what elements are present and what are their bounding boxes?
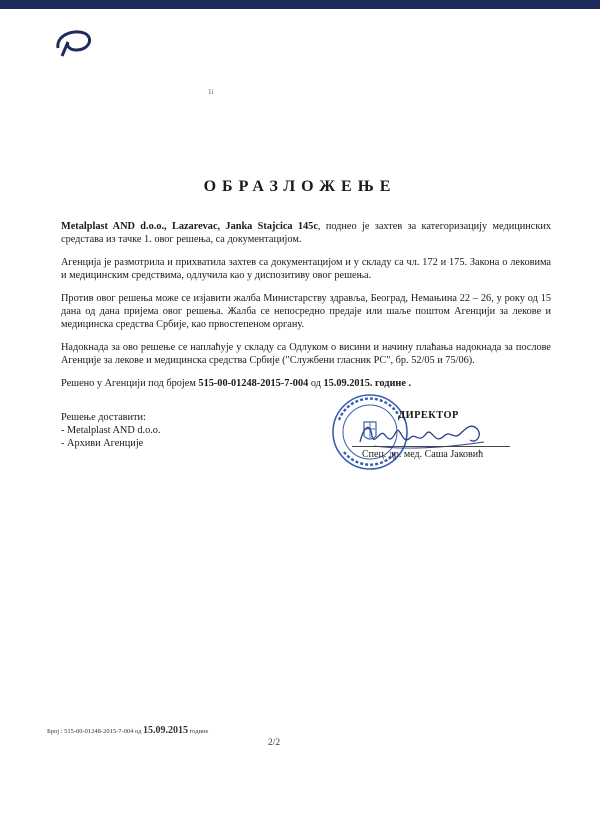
footer-reference	[47, 725, 208, 736]
resolved-prefix: Решено у Агенцији под бројем	[61, 378, 199, 389]
page-mark: 1i	[208, 88, 214, 96]
delivery-item: - Архиви Агенције	[61, 438, 144, 449]
director-title: ДИРЕКТОР	[398, 410, 459, 421]
page-number: 2/2	[268, 738, 281, 748]
resolution-date: 15.09.2015. године .	[323, 378, 412, 389]
delivery-list	[61, 411, 161, 450]
director-name: Спец. др. мед. Саша Јаковић	[362, 449, 484, 460]
footer-date: 15.09.2015	[143, 725, 189, 736]
paragraph-fee: Надокнада за ово решење се наплаћује у складу са Одлуком о висини и начину плаћања надокнада за послове Агенције за лекове и медицинска средства Србије ("Службени гласник РС", бр. 52/05 и 75/06).	[61, 342, 551, 366]
delivery-heading: Решење доставити:	[61, 412, 146, 423]
paragraph-appeal: Против овог решења може се изјавити жалба Министарству здравља, Београд, Немањина 22 – 26, у року од 15 дана од дана пријема овог решења. Жалба се непосредно предаје или шаље поштом Агенцији за лекове и медицинска средства Србије, као првостепеном органу.	[61, 293, 551, 330]
paragraph-resolved	[61, 377, 551, 390]
resolution-number: 515-00-01248-2015-7-004	[198, 378, 309, 389]
agency-logo-icon	[52, 26, 96, 60]
footer-suffix: године	[188, 728, 209, 735]
paragraph-applicant	[61, 220, 551, 246]
signature-line	[352, 446, 510, 447]
top-bar	[0, 0, 600, 9]
delivery-item: - Metalplast AND d.o.o.	[61, 425, 161, 436]
applicant-text: , поднео је захтев за категоризацију медицинских средстава из тачке 1. овог решења, са документацијом.	[61, 221, 551, 245]
resolved-middle: од	[308, 378, 324, 389]
applicant-company: Metalplast AND d.o.o., Lazarevac, Janka Stajcica 145c	[61, 221, 318, 232]
document-title: ОБРАЗЛОЖЕЊЕ	[203, 178, 397, 195]
footer-ref-number: Број : 515-00-01248-2015-7-004 од	[47, 728, 144, 735]
paragraph-decision: Агенција је размотрила и прихватила захтев са документацијом и у складу са чл. 172 и 175. Закона о лековима и медицинским средствима, одлучила као у диспозитиву овог решења.	[61, 257, 551, 281]
